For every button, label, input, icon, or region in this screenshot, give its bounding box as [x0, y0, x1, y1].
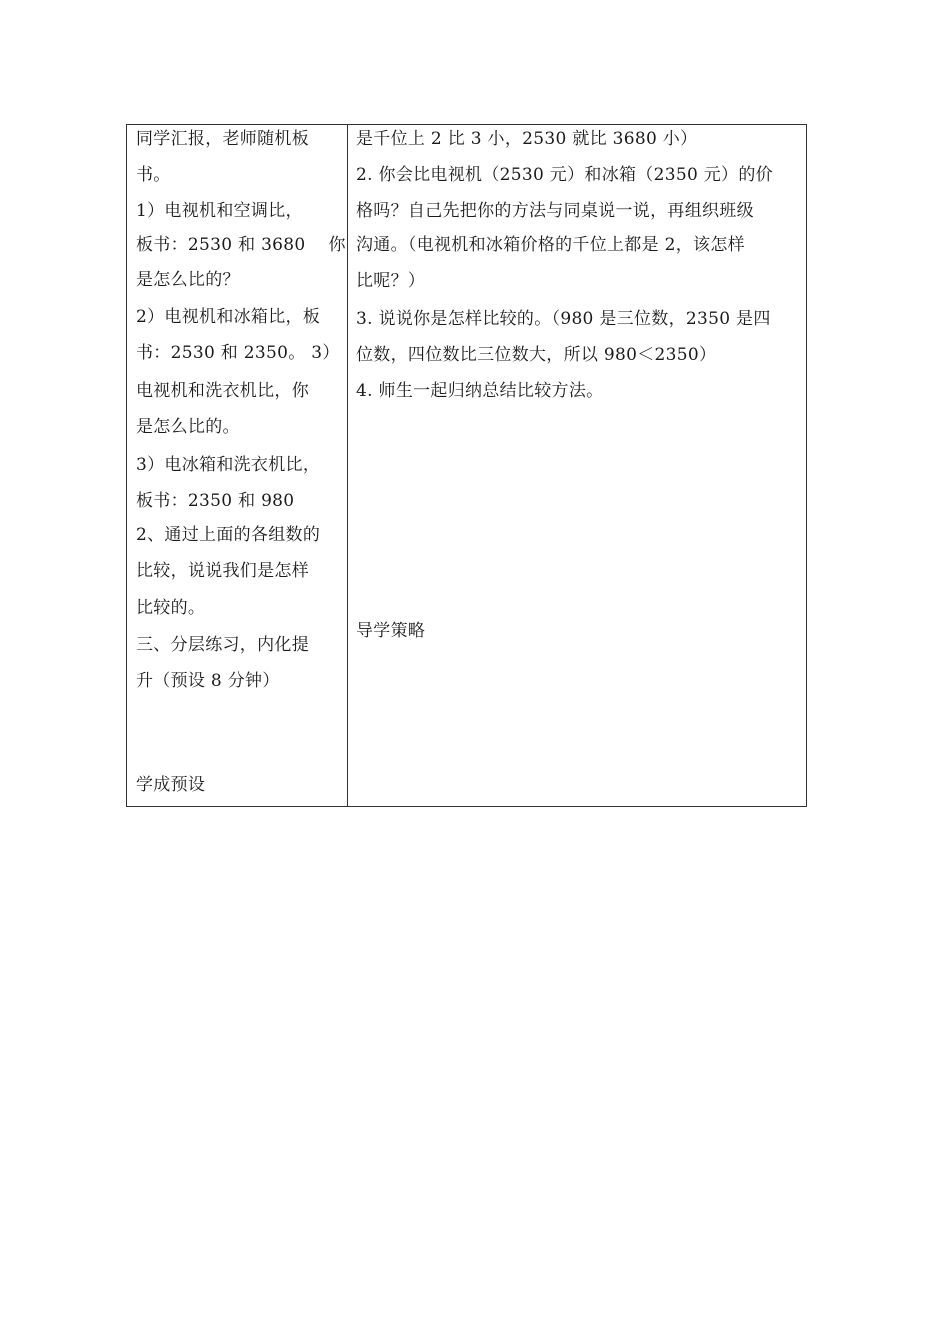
right-line-5: 比呢？） — [356, 271, 426, 291]
section-label-daoxue-celue: 导学策略 — [356, 621, 426, 641]
left-line-10: 3）电冰箱和洗衣机比， — [136, 455, 321, 475]
left-line-6: 2）电视机和冰箱比，板 — [136, 307, 321, 327]
right-line-6: 3. 说说你是怎样比较的。（980 是三位数，2350 是四 — [356, 309, 771, 329]
left-line-5: 是怎么比的？ — [136, 270, 240, 290]
left-line-11: 板书：2350 和 980 — [136, 491, 295, 511]
right-line-3: 格吗？自己先把你的方法与同桌说一说，再组织班级 — [356, 201, 754, 221]
left-line-12: 2、通过上面的各组数的 — [136, 525, 321, 545]
left-line-4: 板书：2530 和 3680 你 — [136, 235, 346, 255]
left-line-9: 是怎么比的。 — [136, 417, 240, 437]
right-line-8: 4. 师生一起归纳总结比较方法。 — [356, 381, 604, 401]
left-line-7: 书：2530 和 2350。 3） — [136, 343, 340, 363]
left-line-1: 同学汇报，老师随机板 — [136, 129, 309, 149]
right-line-1: 是千位上 2 比 3 小，2530 就比 3680 小） — [356, 129, 698, 149]
left-column-cell — [127, 125, 348, 806]
lesson-plan-table — [126, 124, 807, 807]
left-line-2: 书。 — [136, 165, 171, 185]
right-line-7: 位数，四位数比三位数大，所以 980＜2350） — [356, 345, 717, 365]
right-column-cell — [348, 125, 806, 806]
left-line-14: 比较的。 — [136, 598, 206, 618]
left-line-15: 三、分层练习，内化提 — [136, 635, 309, 655]
left-line-8: 电视机和洗衣机比，你 — [136, 381, 309, 401]
left-line-13: 比较，说说我们是怎样 — [136, 561, 309, 581]
left-line-3: 1）电视机和空调比， — [136, 201, 303, 221]
right-line-2: 2. 你会比电视机（2530 元）和冰箱（2350 元）的价 — [356, 165, 773, 185]
section-label-xuecheng-yushe: 学成预设 — [136, 775, 206, 795]
right-line-4: 沟通。（电视机和冰箱价格的千位上都是 2，该怎样 — [356, 235, 745, 255]
left-line-16: 升（预设 8 分钟） — [136, 671, 280, 691]
